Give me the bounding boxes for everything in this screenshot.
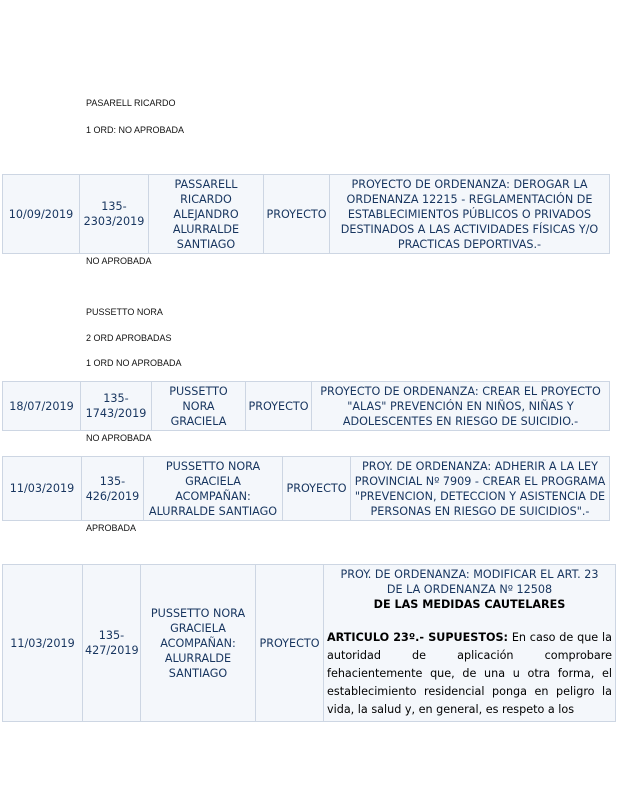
type-cell: PROYECTO xyxy=(283,457,351,521)
subject-cell: PROY. DE ORDENANZA: ADHERIR A LA LEY PROVINCIAL Nº 7909 - CREAR EL PROGRAMA "PREVENCION, DETECCION Y ASISTENCIA DE PERSONAS EN RIESGO DE SUICIDIOS".- xyxy=(351,457,610,521)
file-number-cell: 135- 2303/2019 xyxy=(80,175,149,254)
article-text: En caso de que la autoridad de aplicación comprobare fehacientemente que, de una u otra forma, el establecimiento residencial ponga en peligro la vida, la salud y, en general, es respeto a los xyxy=(327,631,612,716)
author-cell: PASSARELL RICARDO ALEJANDRO ALURRALDE SANTIAGO xyxy=(149,175,264,254)
file-number-cell: 135- 427/2019 xyxy=(83,565,141,722)
date-cell: 11/03/2019 xyxy=(3,457,82,521)
date-cell: 10/09/2019 xyxy=(3,175,80,254)
councilor-name: PUSSETTO NORA xyxy=(86,307,163,317)
date-cell: 18/07/2019 xyxy=(3,382,81,431)
ordinance-count: 2 ORD APROBADAS xyxy=(86,333,172,343)
type-cell: PROYECTO xyxy=(256,565,324,722)
subject-cell: PROY. DE ORDENANZA: MODIFICAR EL ART. 23 DE LA ORDENANZA Nº 12508 DE LAS MEDIDAS CAUTELARES ARTICULO 23º.- SUPUESTOS: En caso de que la autoridad de aplicación comprobare fehacientemente que, de una u otra forma, el establecimiento residencial ponga en peligro la vida, la salud y, en general, es respeto a los xyxy=(324,565,616,722)
ordinance-count: 1 ORD NO APROBADA xyxy=(86,358,182,368)
status-label: NO APROBADA xyxy=(86,256,152,266)
type-cell: PROYECTO xyxy=(246,382,312,431)
record-row xyxy=(2,456,610,521)
file-number-cell: 135- 1743/2019 xyxy=(81,382,152,431)
subject-heading: DE LAS MEDIDAS CAUTELARES xyxy=(373,598,566,611)
author-cell: PUSSETTO NORA GRACIELA xyxy=(152,382,246,431)
author-cell: PUSSETTO NORA GRACIELA ACOMPAÑAN: ALURRALDE SANTIAGO xyxy=(141,565,256,722)
record-row xyxy=(2,564,616,722)
subject-cell: PROYECTO DE ORDENANZA: DEROGAR LA ORDENANZA 12215 - REGLAMENTACIÓN DE ESTABLECIMIENTOS PÚBLICOS O PRIVADOS DESTINADOS A LAS ACTIVIDADES FÍSICAS Y/O PRACTICAS DEPORTIVAS.- xyxy=(330,175,610,254)
record-row xyxy=(2,174,610,254)
date-cell: 11/03/2019 xyxy=(3,565,83,722)
councilor-name: PASARELL RICARDO xyxy=(86,98,176,108)
subject-cell: PROYECTO DE ORDENANZA: CREAR EL PROYECTO "ALAS" PREVENCIÓN EN NIÑOS, NIÑAS Y ADOLESCENTES EN RIESGO DE SUICIDIO.- xyxy=(312,382,610,431)
author-cell: PUSSETTO NORA GRACIELA ACOMPAÑAN: ALURRALDE SANTIAGO xyxy=(144,457,283,521)
article-label: ARTICULO 23º.- SUPUESTOS: xyxy=(327,631,508,644)
article-paragraph xyxy=(327,629,612,719)
ordinance-count: 1 ORD: NO APROBADA xyxy=(86,125,185,135)
type-cell: PROYECTO xyxy=(264,175,330,254)
record-row xyxy=(2,381,610,431)
file-number-cell: 135- 426/2019 xyxy=(82,457,144,521)
status-label: APROBADA xyxy=(86,523,137,533)
status-label: NO APROBADA xyxy=(86,433,152,443)
